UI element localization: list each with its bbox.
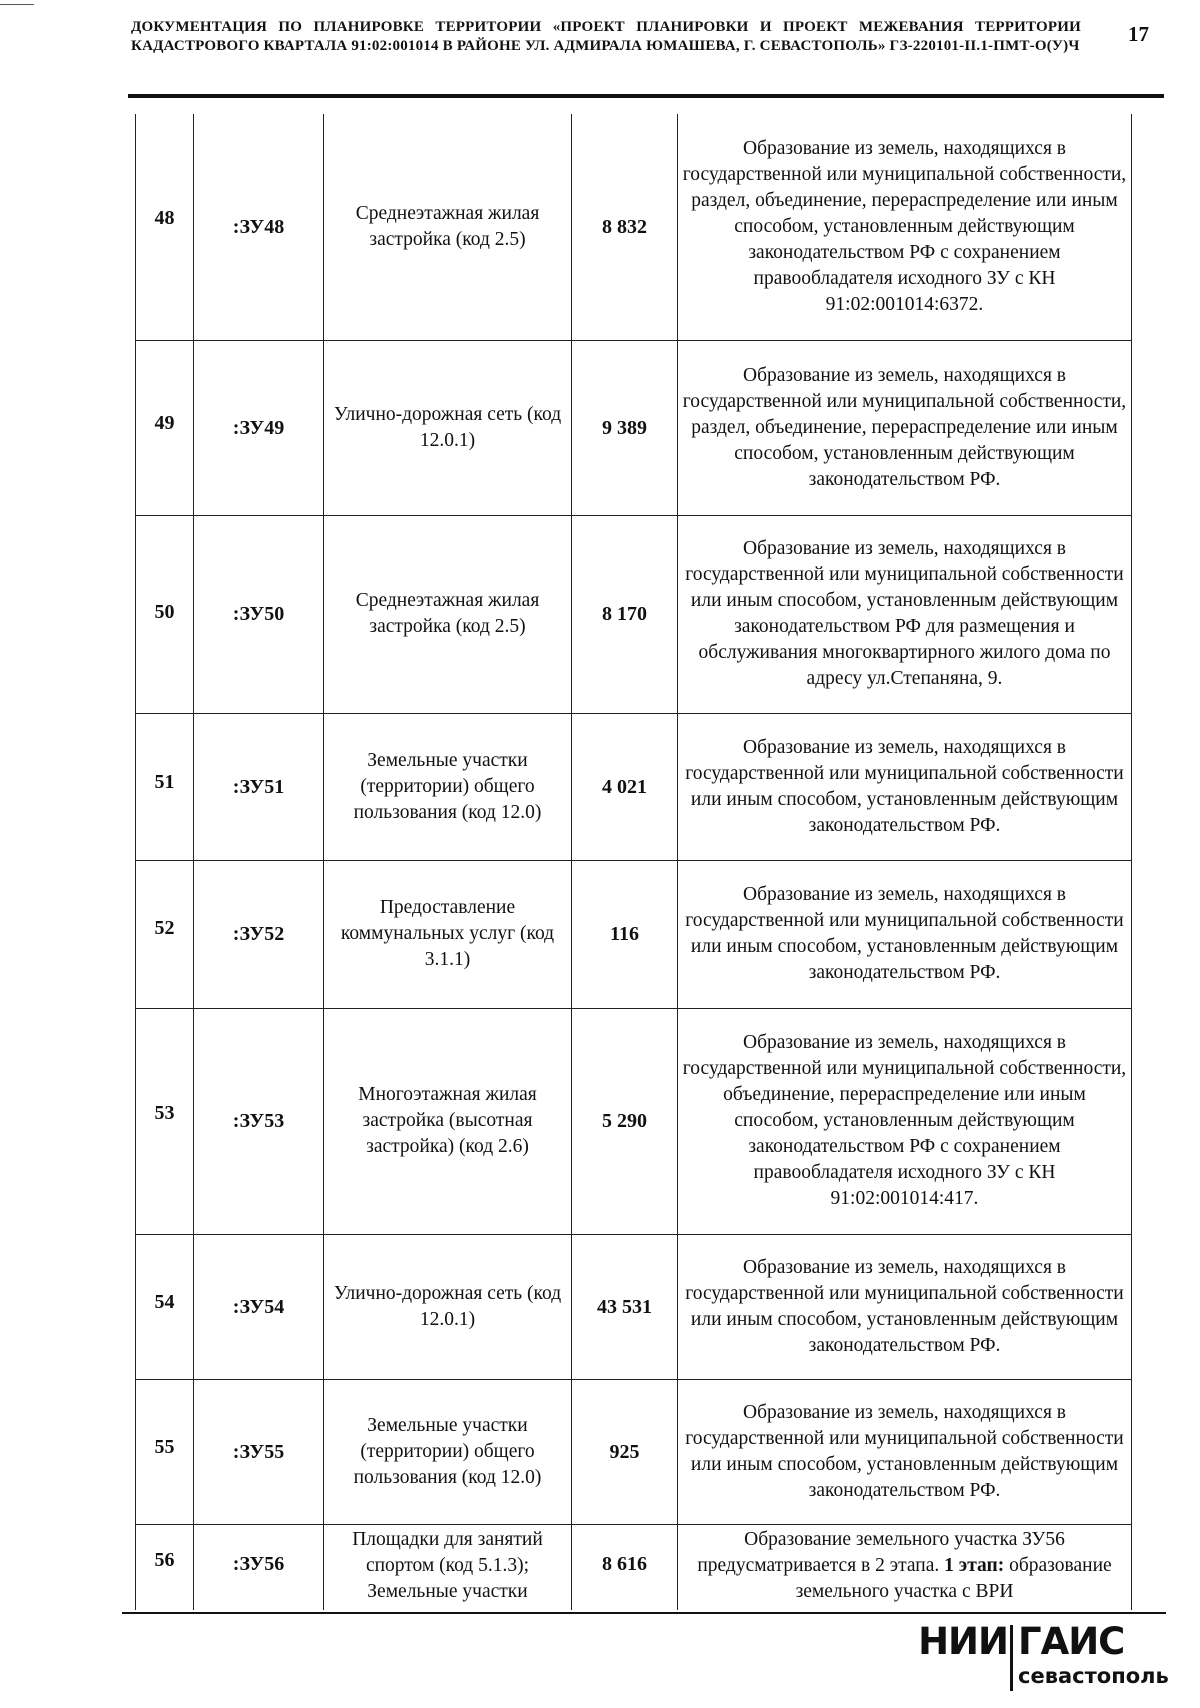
plot-id: :ЗУ51 xyxy=(194,713,324,860)
page-number: 17 xyxy=(1128,22,1149,46)
row-number: 56 xyxy=(136,1524,194,1610)
plot-id: :ЗУ49 xyxy=(194,340,324,515)
corner-mark xyxy=(0,4,34,5)
plot-id: :ЗУ53 xyxy=(194,1008,324,1234)
table-row xyxy=(136,1379,1132,1524)
formation-method: Образование из земель, находящихся в государственной или муниципальной собственности, раздел, объединение, перераспределение или иным способом, установленным действующим законодательством РФ с сохранением правообладателя исходного ЗУ с КН 91:02:001014:6372. xyxy=(678,114,1132,340)
plot-id: :ЗУ54 xyxy=(194,1234,324,1379)
logo-text-gais: ГАИС xyxy=(1018,1620,1125,1663)
formation-method: Образование из земель, находящихся в государственной или муниципальной собственности, объединение, перераспределение или иным способом, установленным действующим законодательством РФ с сохранением правообладателя исходного ЗУ с КН 91:02:001014:417. xyxy=(678,1008,1132,1234)
logo-divider xyxy=(1010,1625,1013,1691)
formation-method: Образование из земель, находящихся в государственной или муниципальной собственности или иным способом, установленным действующим законодательством РФ. xyxy=(678,1234,1132,1379)
document-header xyxy=(131,18,1081,56)
permitted-use: Предоставление коммунальных услуг (код 3.1.1) xyxy=(324,860,572,1008)
plot-id: :ЗУ50 xyxy=(194,515,324,713)
land-plots-table xyxy=(135,114,1132,1610)
plot-area: 8 832 xyxy=(572,114,678,340)
plot-area: 925 xyxy=(572,1379,678,1524)
permitted-use: Многоэтажная жилая застройка (высотная застройка) (код 2.6) xyxy=(324,1008,572,1234)
table-row xyxy=(136,114,1132,340)
permitted-use: Среднеэтажная жилая застройка (код 2.5) xyxy=(324,114,572,340)
row-number: 51 xyxy=(136,713,194,860)
permitted-use: Площадки для занятий спортом (код 5.1.3); Земельные участки xyxy=(324,1524,572,1610)
row-number: 52 xyxy=(136,860,194,1008)
permitted-use: Улично-дорожная сеть (код 12.0.1) xyxy=(324,340,572,515)
document-title: ДОКУМЕНТАЦИЯ ПО ПЛАНИРОВКЕ ТЕРРИТОРИИ «ПРОЕКТ ПЛАНИРОВКИ И ПРОЕКТ МЕЖЕВАНИЯ ТЕРРИТОРИИ КАДАСТРОВОГО КВАРТАЛА 91:02:001014 В РАЙОНЕ УЛ. АДМИРАЛА ЮМАШЕВА, Г. СЕВАСТОПОЛЬ» ГЗ-220101-II.1-ПМТ-О(У)Ч xyxy=(131,19,1081,54)
formation-method: Образование из земель, находящихся в государственной или муниципальной собственности или иным способом, установленным действующим законодательством РФ. xyxy=(678,713,1132,860)
plot-area: 8 170 xyxy=(572,515,678,713)
row-number: 53 xyxy=(136,1008,194,1234)
plot-area: 9 389 xyxy=(572,340,678,515)
table-row xyxy=(136,1234,1132,1379)
plot-id: :ЗУ48 xyxy=(194,114,324,340)
plot-area: 116 xyxy=(572,860,678,1008)
header-rule xyxy=(128,94,1164,98)
formation-method: Образование из земель, находящихся в государственной или муниципальной собственности или иным способом, установленным действующим законодательством РФ для размещения и обслуживания многоквартирного жилого дома по адресу ул.Степаняна, 9. xyxy=(678,515,1132,713)
plot-area: 4 021 xyxy=(572,713,678,860)
permitted-use: Среднеэтажная жилая застройка (код 2.5) xyxy=(324,515,572,713)
plot-area: 5 290 xyxy=(572,1008,678,1234)
row-number: 48 xyxy=(136,114,194,340)
formation-method: Образование из земель, находящихся в государственной или муниципальной собственности или иным способом, установленным действующим законодательством РФ. xyxy=(678,860,1132,1008)
plot-id: :ЗУ52 xyxy=(194,860,324,1008)
logo-text-city: севастополь xyxy=(1018,1664,1169,1688)
table-row xyxy=(136,860,1132,1008)
permitted-use: Улично-дорожная сеть (код 12.0.1) xyxy=(324,1234,572,1379)
stage-label: 1 этап: xyxy=(944,1554,1005,1576)
plot-id: :ЗУ56 xyxy=(194,1524,324,1610)
formation-method xyxy=(678,1524,1132,1610)
formation-method-text: образование земельного участка с ВРИ xyxy=(795,1554,1112,1602)
table-row xyxy=(136,340,1132,515)
plot-area: 43 531 xyxy=(572,1234,678,1379)
permitted-use: Земельные участки (территории) общего пользования (код 12.0) xyxy=(324,1379,572,1524)
permitted-use: Земельные участки (территории) общего пользования (код 12.0) xyxy=(324,713,572,860)
table-row xyxy=(136,1008,1132,1234)
footer-rule xyxy=(122,1612,1166,1614)
plot-id: :ЗУ55 xyxy=(194,1379,324,1524)
plot-area: 8 616 xyxy=(572,1524,678,1610)
row-number: 55 xyxy=(136,1379,194,1524)
row-number: 49 xyxy=(136,340,194,515)
table-row xyxy=(136,515,1132,713)
row-number: 50 xyxy=(136,515,194,713)
formation-method: Образование из земель, находящихся в государственной или муниципальной собственности или иным способом, установленным действующим законодательством РФ. xyxy=(678,1379,1132,1524)
row-number: 54 xyxy=(136,1234,194,1379)
niigais-logo xyxy=(918,1622,1178,1696)
table-row xyxy=(136,713,1132,860)
table-row xyxy=(136,1524,1132,1610)
logo-text-nii: НИИ xyxy=(918,1620,1008,1663)
formation-method: Образование из земель, находящихся в государственной или муниципальной собственности, раздел, объединение, перераспределение или иным способом, установленным действующим законодательством РФ. xyxy=(678,340,1132,515)
formation-method-text: Образование земельного участка ЗУ56 предусматривается в 2 этапа. xyxy=(697,1528,1065,1576)
